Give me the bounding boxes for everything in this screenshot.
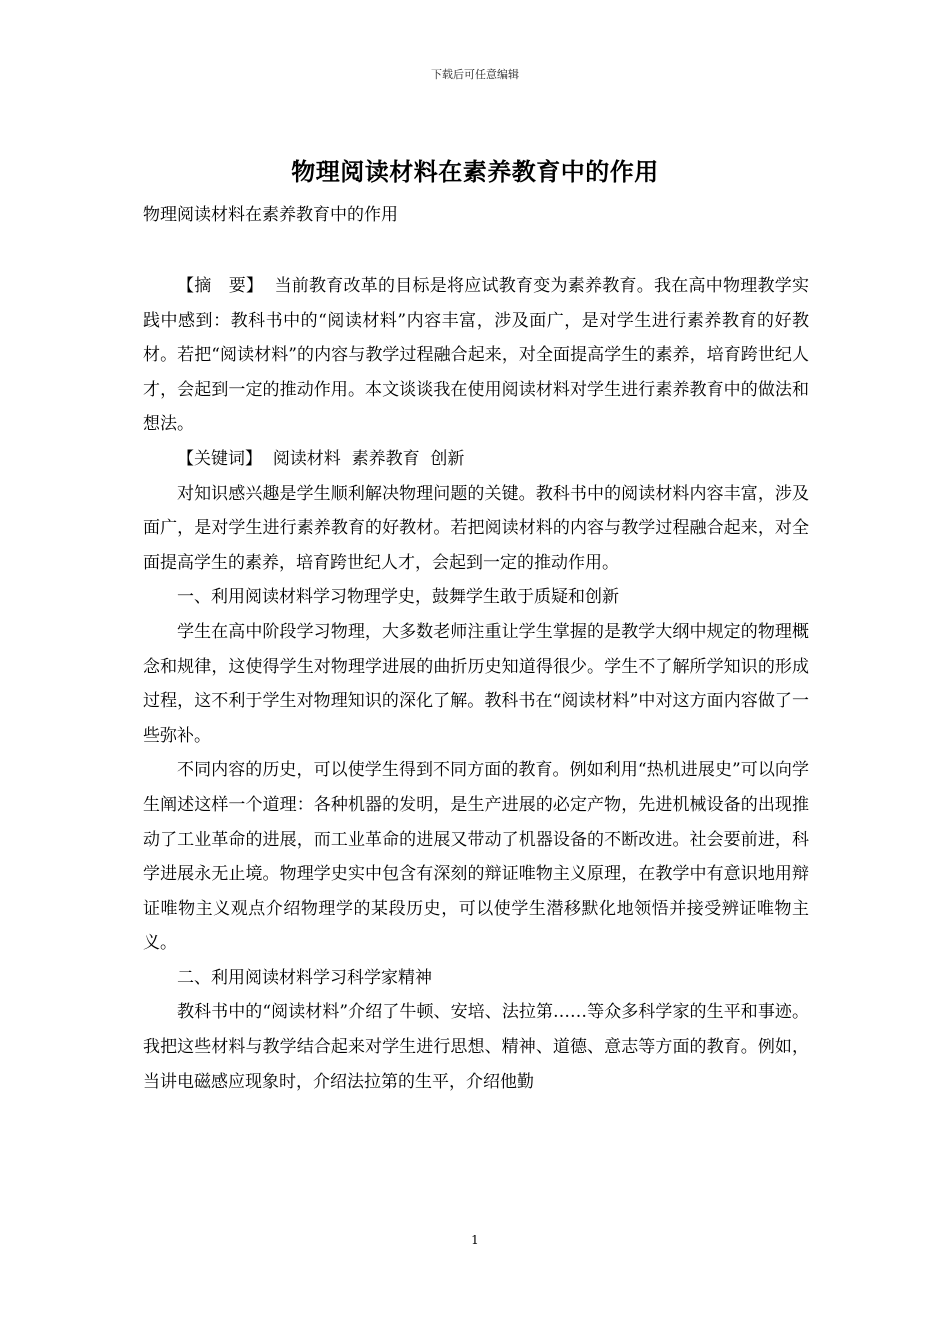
section-heading-2: 二、利用阅读材料学习科学家精神 [177,967,432,988]
body-paragraph: 不同内容的历史，可以使学生得到不同方面的教育。例如利用“热机进展史”可以向学生阐述这样一个道理：各种机器的发明，是生产进展的必定产物，先进机械设备的出现推动了工业革命的进展，而工业革命的进展又带动了机器设备的不断改进。社会要前进，科学进展永无止境。物理学史实中包含有深刻的辩证唯物主义原理，在教学中有意识地用辩证唯物主义观点介绍物理学的某段历史，可以使学生潜移默化地领悟并接受辨证唯物主义。 [143,760,809,954]
document-body [143,269,809,1099]
page-number: 1 [471,1233,479,1247]
abstract-paragraph [143,269,809,442]
document-subtitle: 物理阅读材料在素养教育中的作用 [143,205,398,225]
section-heading-1: 一、利用阅读材料学习物理学史，鼓舞学生敢于质疑和创新 [177,587,619,608]
body-paragraph: 学生在高中阶段学习物理，大多数老师注重让学生掌握的是教学大纲中规定的物理概念和规律，这使得学生对物理学进展的曲折历史知道得很少。学生不了解所学知识的形成过程，这不利于学生对物理知识的深化了解。教科书在“阅读材料”中对这方面内容做了一些弥补。 [143,621,809,746]
keywords-text: 阅读材料 素养教育 创新 [272,448,465,469]
body-paragraph: 教科书中的“阅读材料”介绍了牛顿、安培、法拉第……等众多科学家的生平和事迹。我把这些材料与教学结合起来对学生进行思想、精神、道德、意志等方面的教育。例如，当讲电磁感应现象时，介绍法拉第的生平，介绍他勤 [143,1002,809,1092]
abstract-text: 当前教育改革的目标是将应试教育变为素养教育。我在高中物理教学实践中感到：教科书中的“阅读材料”内容丰富，涉及面广，是对学生进行素养教育的好教材。若把“阅读材料”的内容与教学过程融合起来，对全面提高学生的素养，培育跨世纪人才，会起到一定的推动作用。本文谈谈我在使用阅读材料对学生进行素养教育中的做法和想法。 [143,276,810,435]
document-title: 物理阅读材料在素养教育中的作用 [291,157,659,186]
page-header-note: 下载后可任意编辑 [431,68,519,81]
keywords-paragraph [143,442,809,477]
keywords-label: 【关键词】 [177,448,262,469]
abstract-label: 【摘 要】 [177,276,264,296]
body-paragraph: 对知识感兴趣是学生顺利解决物理问题的关键。教科书中的阅读材料内容丰富，涉及面广，是对学生进行素养教育的好教材。若把阅读材料的内容与教学过程融合起来，对全面提高学生的素养，培育跨世纪人才，会起到一定的推动作用。 [143,483,809,573]
